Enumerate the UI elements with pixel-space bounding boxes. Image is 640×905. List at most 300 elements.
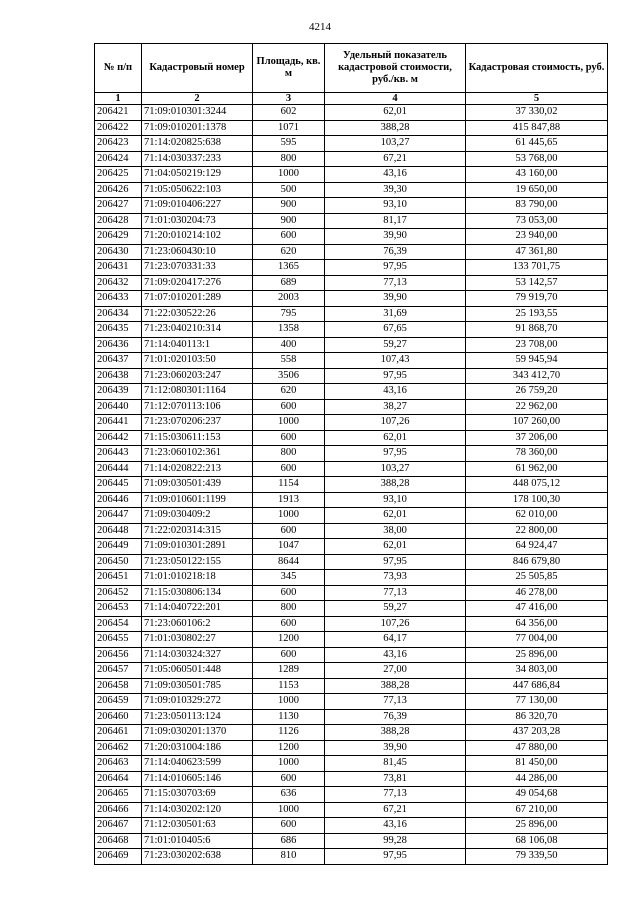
cell-area: 795: [253, 306, 325, 322]
cell-cadastral-number: 71:14:040722:201: [142, 601, 253, 617]
cell-row-number: 206453: [95, 601, 142, 617]
table-row: [95, 849, 608, 865]
cell-specific-value: 77,13: [325, 585, 466, 601]
cell-row-number: 206468: [95, 833, 142, 849]
cell-cadastral-number: 71:23:060102:361: [142, 446, 253, 462]
cell-cadastral-value: 49 054,68: [466, 787, 608, 803]
cell-row-number: 206425: [95, 167, 142, 183]
cell-row-number: 206429: [95, 229, 142, 245]
table-row: [95, 182, 608, 198]
cell-specific-value: 59,27: [325, 337, 466, 353]
cell-cadastral-value: 64 356,00: [466, 616, 608, 632]
cell-area: 600: [253, 616, 325, 632]
cell-specific-value: 73,93: [325, 570, 466, 586]
cell-cadastral-value: 47 361,80: [466, 244, 608, 260]
cell-cadastral-number: 71:23:040210:314: [142, 322, 253, 338]
cell-area: 600: [253, 818, 325, 834]
table-row: [95, 663, 608, 679]
table-row: [95, 415, 608, 431]
cell-specific-value: 43,16: [325, 818, 466, 834]
page-number: 4214: [309, 21, 331, 33]
cell-area: 1071: [253, 120, 325, 136]
cell-row-number: 206444: [95, 461, 142, 477]
table-row: [95, 244, 608, 260]
cell-area: 400: [253, 337, 325, 353]
cell-area: 1047: [253, 539, 325, 555]
cell-area: 600: [253, 771, 325, 787]
cell-area: 1200: [253, 632, 325, 648]
cell-cadastral-number: 71:22:020314:315: [142, 523, 253, 539]
cell-specific-value: 76,39: [325, 709, 466, 725]
cell-cadastral-number: 71:15:030611:153: [142, 430, 253, 446]
cell-specific-value: 43,16: [325, 384, 466, 400]
cell-area: 1365: [253, 260, 325, 276]
cell-cadastral-number: 71:15:030806:134: [142, 585, 253, 601]
cell-row-number: 206447: [95, 508, 142, 524]
cell-row-number: 206430: [95, 244, 142, 260]
cell-row-number: 206432: [95, 275, 142, 291]
cell-specific-value: 93,10: [325, 198, 466, 214]
table-row: [95, 818, 608, 834]
cell-cadastral-number: 71:12:080301:1164: [142, 384, 253, 400]
cell-cadastral-value: 91 868,70: [466, 322, 608, 338]
cell-row-number: 206456: [95, 647, 142, 663]
cell-cadastral-number: 71:09:010301:2891: [142, 539, 253, 555]
table-row: [95, 384, 608, 400]
cell-row-number: 206440: [95, 399, 142, 415]
cell-area: 600: [253, 585, 325, 601]
table-row: [95, 446, 608, 462]
cell-row-number: 206463: [95, 756, 142, 772]
table-row: [95, 492, 608, 508]
table-row: [95, 477, 608, 493]
cell-specific-value: 38,27: [325, 399, 466, 415]
table-row: [95, 368, 608, 384]
cell-cadastral-value: 73 053,00: [466, 213, 608, 229]
cell-cadastral-number: 71:22:030522:26: [142, 306, 253, 322]
cell-area: 600: [253, 461, 325, 477]
cell-row-number: 206428: [95, 213, 142, 229]
cell-specific-value: 38,00: [325, 523, 466, 539]
cell-cadastral-value: 47 416,00: [466, 601, 608, 617]
cell-row-number: 206441: [95, 415, 142, 431]
cell-cadastral-value: 64 924,47: [466, 539, 608, 555]
cell-cadastral-number: 71:07:010201:289: [142, 291, 253, 307]
cell-row-number: 206422: [95, 120, 142, 136]
cell-cadastral-value: 846 679,80: [466, 554, 608, 570]
cell-cadastral-number: 71:14:030324:327: [142, 647, 253, 663]
cell-cadastral-number: 71:14:020822:213: [142, 461, 253, 477]
cell-specific-value: 81,45: [325, 756, 466, 772]
cell-cadastral-value: 107 260,00: [466, 415, 608, 431]
cell-specific-value: 67,21: [325, 151, 466, 167]
table-row: [95, 167, 608, 183]
cell-specific-value: 97,95: [325, 368, 466, 384]
column-number: 3: [253, 93, 325, 105]
cell-area: 558: [253, 353, 325, 369]
table-row: [95, 136, 608, 152]
cell-area: 1000: [253, 756, 325, 772]
cell-specific-value: 77,13: [325, 275, 466, 291]
table-row: [95, 229, 608, 245]
cell-specific-value: 43,16: [325, 167, 466, 183]
cell-specific-value: 39,90: [325, 229, 466, 245]
table-row: [95, 601, 608, 617]
cell-specific-value: 99,28: [325, 833, 466, 849]
cell-cadastral-value: 22 800,00: [466, 523, 608, 539]
cell-specific-value: 103,27: [325, 136, 466, 152]
cell-cadastral-number: 71:12:030501:63: [142, 818, 253, 834]
cell-cadastral-number: 71:09:010329:272: [142, 694, 253, 710]
header-cadastral-number: Кадастровый номер: [142, 44, 253, 93]
table-row: [95, 787, 608, 803]
cell-specific-value: 97,95: [325, 554, 466, 570]
cell-row-number: 206433: [95, 291, 142, 307]
cell-row-number: 206436: [95, 337, 142, 353]
cell-cadastral-value: 67 210,00: [466, 802, 608, 818]
table-row: [95, 120, 608, 136]
cell-area: 636: [253, 787, 325, 803]
table-row: [95, 275, 608, 291]
cell-area: 1000: [253, 802, 325, 818]
cell-cadastral-number: 71:01:020103:50: [142, 353, 253, 369]
cell-row-number: 206457: [95, 663, 142, 679]
cell-area: 1000: [253, 508, 325, 524]
cell-row-number: 206452: [95, 585, 142, 601]
header-row-number: № п/п: [95, 44, 142, 93]
cell-row-number: 206465: [95, 787, 142, 803]
column-number: 2: [142, 93, 253, 105]
cell-specific-value: 27,00: [325, 663, 466, 679]
cell-specific-value: 107,26: [325, 616, 466, 632]
cell-cadastral-value: 81 450,00: [466, 756, 608, 772]
cell-cadastral-value: 23 708,00: [466, 337, 608, 353]
cell-area: 595: [253, 136, 325, 152]
cell-row-number: 206461: [95, 725, 142, 741]
cell-cadastral-number: 71:09:010301:3244: [142, 105, 253, 121]
cell-cadastral-value: 79 919,70: [466, 291, 608, 307]
cell-row-number: 206443: [95, 446, 142, 462]
cell-cadastral-value: 44 286,00: [466, 771, 608, 787]
cell-specific-value: 107,43: [325, 353, 466, 369]
cell-cadastral-number: 71:20:031004:186: [142, 740, 253, 756]
cell-cadastral-value: 133 701,75: [466, 260, 608, 276]
cell-cadastral-number: 71:09:010406:227: [142, 198, 253, 214]
cell-row-number: 206437: [95, 353, 142, 369]
cell-cadastral-number: 71:01:030204:73: [142, 213, 253, 229]
cell-row-number: 206455: [95, 632, 142, 648]
cell-cadastral-value: 86 320,70: [466, 709, 608, 725]
cell-area: 800: [253, 151, 325, 167]
cell-cadastral-value: 62 010,00: [466, 508, 608, 524]
cell-cadastral-number: 71:09:030501:785: [142, 678, 253, 694]
cell-specific-value: 107,26: [325, 415, 466, 431]
cell-area: 3506: [253, 368, 325, 384]
table-row: [95, 523, 608, 539]
cell-cadastral-value: 78 360,00: [466, 446, 608, 462]
table-row: [95, 725, 608, 741]
table-row: [95, 291, 608, 307]
cell-specific-value: 388,28: [325, 725, 466, 741]
cell-cadastral-value: 343 412,70: [466, 368, 608, 384]
cell-row-number: 206426: [95, 182, 142, 198]
table-row: [95, 461, 608, 477]
cell-row-number: 206421: [95, 105, 142, 121]
table-row: [95, 353, 608, 369]
table-row: [95, 802, 608, 818]
cell-cadastral-value: 26 759,20: [466, 384, 608, 400]
cell-row-number: 206427: [95, 198, 142, 214]
cell-row-number: 206450: [95, 554, 142, 570]
table-row: [95, 198, 608, 214]
cell-row-number: 206459: [95, 694, 142, 710]
cell-cadastral-value: 47 880,00: [466, 740, 608, 756]
table-row: [95, 632, 608, 648]
table-row: [95, 151, 608, 167]
cell-specific-value: 62,01: [325, 539, 466, 555]
cell-area: 689: [253, 275, 325, 291]
cell-cadastral-number: 71:01:010218:18: [142, 570, 253, 586]
cell-area: 2003: [253, 291, 325, 307]
table-row: [95, 430, 608, 446]
table-row: [95, 647, 608, 663]
cell-specific-value: 62,01: [325, 430, 466, 446]
table-row: [95, 213, 608, 229]
cell-specific-value: 97,95: [325, 849, 466, 865]
cell-cadastral-number: 71:05:060501:448: [142, 663, 253, 679]
cell-cadastral-value: 77 130,00: [466, 694, 608, 710]
cell-cadastral-value: 34 803,00: [466, 663, 608, 679]
cell-specific-value: 388,28: [325, 120, 466, 136]
cell-cadastral-value: 37 330,02: [466, 105, 608, 121]
column-number: 1: [95, 93, 142, 105]
cell-cadastral-number: 71:12:070113:106: [142, 399, 253, 415]
cell-cadastral-value: 25 505,85: [466, 570, 608, 586]
cell-cadastral-number: 71:23:060203:247: [142, 368, 253, 384]
cell-cadastral-number: 71:23:030202:638: [142, 849, 253, 865]
cell-area: 1913: [253, 492, 325, 508]
cell-specific-value: 39,90: [325, 291, 466, 307]
cell-cadastral-value: 437 203,28: [466, 725, 608, 741]
cell-cadastral-value: 37 206,00: [466, 430, 608, 446]
cell-cadastral-number: 71:09:010201:1378: [142, 120, 253, 136]
cell-cadastral-value: 19 650,00: [466, 182, 608, 198]
cell-area: 1126: [253, 725, 325, 741]
cell-cadastral-value: 46 278,00: [466, 585, 608, 601]
table-row: [95, 616, 608, 632]
cell-specific-value: 67,21: [325, 802, 466, 818]
cell-cadastral-value: 77 004,00: [466, 632, 608, 648]
cell-area: 1154: [253, 477, 325, 493]
cell-specific-value: 31,69: [325, 306, 466, 322]
cell-cadastral-number: 71:14:020825:638: [142, 136, 253, 152]
cell-area: 600: [253, 430, 325, 446]
cell-row-number: 206467: [95, 818, 142, 834]
cell-specific-value: 59,27: [325, 601, 466, 617]
cell-cadastral-number: 71:14:030337:233: [142, 151, 253, 167]
table-row: [95, 709, 608, 725]
cell-cadastral-number: 71:15:030703:69: [142, 787, 253, 803]
cell-row-number: 206439: [95, 384, 142, 400]
cell-cadastral-value: 53 142,57: [466, 275, 608, 291]
cell-area: 1289: [253, 663, 325, 679]
cell-area: 900: [253, 213, 325, 229]
cell-cadastral-number: 71:09:020417:276: [142, 275, 253, 291]
cell-row-number: 206464: [95, 771, 142, 787]
table-row: [95, 756, 608, 772]
cell-cadastral-number: 71:04:050219:129: [142, 167, 253, 183]
cell-specific-value: 73,81: [325, 771, 466, 787]
cell-cadastral-number: 71:09:030409:2: [142, 508, 253, 524]
cell-area: 600: [253, 229, 325, 245]
cell-specific-value: 76,39: [325, 244, 466, 260]
cell-specific-value: 81,17: [325, 213, 466, 229]
cell-row-number: 206431: [95, 260, 142, 276]
cell-specific-value: 67,65: [325, 322, 466, 338]
cell-row-number: 206434: [95, 306, 142, 322]
cell-row-number: 206424: [95, 151, 142, 167]
table-row: [95, 554, 608, 570]
column-number: 5: [466, 93, 608, 105]
cell-row-number: 206466: [95, 802, 142, 818]
cell-area: 600: [253, 647, 325, 663]
cell-row-number: 206449: [95, 539, 142, 555]
cell-cadastral-value: 447 686,84: [466, 678, 608, 694]
cell-specific-value: 39,30: [325, 182, 466, 198]
cell-cadastral-value: 83 790,00: [466, 198, 608, 214]
cell-cadastral-number: 71:23:050113:124: [142, 709, 253, 725]
cell-area: 345: [253, 570, 325, 586]
table-row: [95, 508, 608, 524]
cell-row-number: 206460: [95, 709, 142, 725]
table-row: [95, 771, 608, 787]
cell-cadastral-value: 25 193,55: [466, 306, 608, 322]
cell-cadastral-value: 59 945,94: [466, 353, 608, 369]
cell-area: 1000: [253, 167, 325, 183]
header-specific-value: Удельный показатель кадастровой стоимости, руб./кв. м: [325, 44, 466, 93]
cell-specific-value: 93,10: [325, 492, 466, 508]
cell-row-number: 206448: [95, 523, 142, 539]
table-row: [95, 570, 608, 586]
cell-cadastral-number: 71:14:010605:146: [142, 771, 253, 787]
table-row: [95, 337, 608, 353]
cell-row-number: 206462: [95, 740, 142, 756]
table-row: [95, 585, 608, 601]
cadastral-value-table: [94, 43, 608, 865]
cell-row-number: 206445: [95, 477, 142, 493]
cell-area: 600: [253, 399, 325, 415]
cell-cadastral-value: 61 445,65: [466, 136, 608, 152]
cell-row-number: 206451: [95, 570, 142, 586]
cell-specific-value: 43,16: [325, 647, 466, 663]
cell-cadastral-value: 61 962,00: [466, 461, 608, 477]
table-row: [95, 260, 608, 276]
cell-area: 1000: [253, 415, 325, 431]
cell-cadastral-value: 23 940,00: [466, 229, 608, 245]
cell-area: 800: [253, 601, 325, 617]
cell-area: 1358: [253, 322, 325, 338]
cell-area: 600: [253, 523, 325, 539]
cell-cadastral-number: 71:14:040623:599: [142, 756, 253, 772]
cell-row-number: 206469: [95, 849, 142, 865]
cell-area: 686: [253, 833, 325, 849]
cell-cadastral-value: 25 896,00: [466, 818, 608, 834]
cell-cadastral-value: 22 962,00: [466, 399, 608, 415]
cell-area: 1200: [253, 740, 325, 756]
cell-cadastral-value: 79 339,50: [466, 849, 608, 865]
cell-cadastral-number: 71:14:030202:120: [142, 802, 253, 818]
table-header-row: [95, 44, 608, 93]
cell-cadastral-number: 71:20:010214:102: [142, 229, 253, 245]
cell-cadastral-value: 25 896,00: [466, 647, 608, 663]
cell-cadastral-value: 415 847,88: [466, 120, 608, 136]
cell-specific-value: 39,90: [325, 740, 466, 756]
cell-specific-value: 77,13: [325, 694, 466, 710]
cell-area: 1130: [253, 709, 325, 725]
table-row: [95, 833, 608, 849]
cell-cadastral-number: 71:01:010405:6: [142, 833, 253, 849]
cell-area: 1000: [253, 694, 325, 710]
cell-specific-value: 97,95: [325, 260, 466, 276]
header-cadastral-value: Кадастровая стоимость, руб.: [466, 44, 608, 93]
header-area: Площадь, кв. м: [253, 44, 325, 93]
cell-cadastral-number: 71:09:010601:1199: [142, 492, 253, 508]
cell-specific-value: 388,28: [325, 477, 466, 493]
cell-cadastral-value: 43 160,00: [466, 167, 608, 183]
cell-specific-value: 388,28: [325, 678, 466, 694]
cell-cadastral-number: 71:01:030802:27: [142, 632, 253, 648]
cell-area: 602: [253, 105, 325, 121]
table-row: [95, 694, 608, 710]
cell-area: 620: [253, 244, 325, 260]
column-number: 4: [325, 93, 466, 105]
cell-cadastral-value: 178 100,30: [466, 492, 608, 508]
cell-specific-value: 62,01: [325, 508, 466, 524]
cell-specific-value: 62,01: [325, 105, 466, 121]
table-row: [95, 399, 608, 415]
cell-area: 500: [253, 182, 325, 198]
cell-cadastral-number: 71:14:040113:1: [142, 337, 253, 353]
cell-row-number: 206438: [95, 368, 142, 384]
cell-cadastral-number: 71:09:030501:439: [142, 477, 253, 493]
cell-row-number: 206446: [95, 492, 142, 508]
cell-row-number: 206458: [95, 678, 142, 694]
cell-area: 810: [253, 849, 325, 865]
cell-cadastral-number: 71:23:070206:237: [142, 415, 253, 431]
cell-specific-value: 77,13: [325, 787, 466, 803]
cell-specific-value: 64,17: [325, 632, 466, 648]
table-row: [95, 740, 608, 756]
table-row: [95, 678, 608, 694]
cell-area: 900: [253, 198, 325, 214]
cell-cadastral-number: 71:09:030201:1370: [142, 725, 253, 741]
cell-area: 1153: [253, 678, 325, 694]
cell-specific-value: 97,95: [325, 446, 466, 462]
cell-row-number: 206423: [95, 136, 142, 152]
table-row: [95, 105, 608, 121]
cell-cadastral-number: 71:05:050622:103: [142, 182, 253, 198]
cell-row-number: 206435: [95, 322, 142, 338]
table-row: [95, 322, 608, 338]
cell-cadastral-value: 68 106,08: [466, 833, 608, 849]
cell-cadastral-number: 71:23:050122:155: [142, 554, 253, 570]
table-row: [95, 306, 608, 322]
cell-cadastral-value: 53 768,00: [466, 151, 608, 167]
cell-cadastral-number: 71:23:060430:10: [142, 244, 253, 260]
table-body: [95, 105, 608, 865]
column-number-row: [95, 93, 608, 105]
cell-area: 800: [253, 446, 325, 462]
